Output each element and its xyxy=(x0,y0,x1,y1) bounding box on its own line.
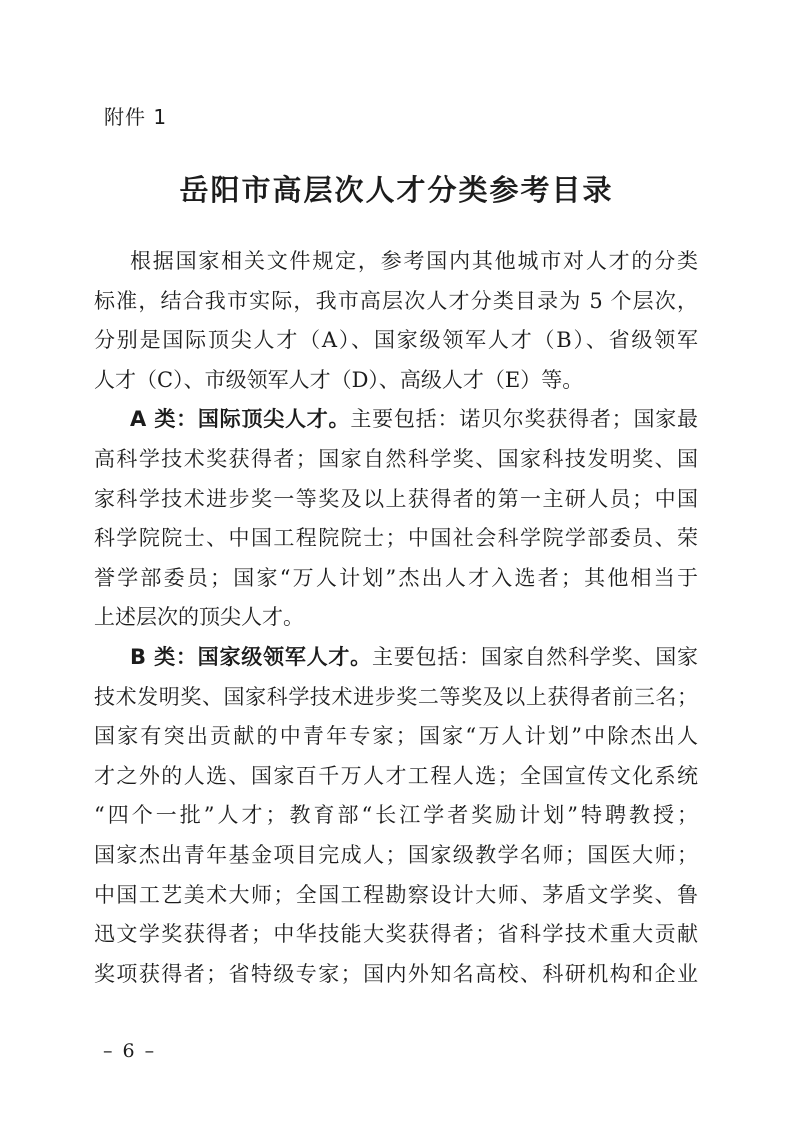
bold-heading-segment: B 类：国家级领军人才。 xyxy=(130,644,372,669)
body-line xyxy=(94,678,698,718)
body-line xyxy=(94,598,698,638)
text-segment: 誉学部委员；国家“万人计划”杰出人才入选者；其他相当于 xyxy=(94,565,698,590)
body-line xyxy=(94,242,698,282)
body-line xyxy=(94,717,698,757)
body-line xyxy=(94,757,698,797)
text-segment: 国家杰出青年基金项目完成人；国家级教学名师；国医大师； xyxy=(94,842,698,867)
text-segment: 中国工艺美术大师；全国工程勘察设计大师、茅盾文学奖、鲁 xyxy=(94,882,698,907)
text-segment: 家科学技术进步奖一等奖及以上获得者的第一主研人员；中国 xyxy=(94,486,698,511)
text-segment: 根据国家相关文件规定，参考国内其他城市对人才的分类 xyxy=(130,249,698,273)
text-segment: 上述层次的顶尖人才。 xyxy=(94,605,304,630)
text-segment: 标准，结合我市实际，我市高层次人才分类目录为 5 个层次， xyxy=(94,288,698,313)
text-segment: 技术发明奖、国家科学技术进步奖二等奖及以上获得者前三名； xyxy=(94,684,698,709)
attachment-label: 附件 1 xyxy=(104,105,168,129)
body-line xyxy=(94,519,698,559)
body-line xyxy=(94,955,698,995)
text-segment: “四个一批”人才；教育部“长江学者奖励计划”特聘教授； xyxy=(94,803,698,828)
body-line xyxy=(94,440,698,480)
body-line xyxy=(94,836,698,876)
body-line xyxy=(94,361,698,401)
body-line xyxy=(94,638,698,678)
text-segment: 主要包括：国家自然科学奖、国家 xyxy=(371,644,698,669)
text-segment: 科学院院士、中国工程院院士；中国社会科学院学部委员、荣 xyxy=(94,526,698,551)
document-body xyxy=(94,242,698,994)
body-line xyxy=(94,400,698,440)
bold-heading-segment: A 类：国际顶尖人才。 xyxy=(130,407,351,432)
body-line xyxy=(94,321,698,361)
body-line xyxy=(94,876,698,916)
body-line xyxy=(94,282,698,322)
text-segment: 分别是国际顶尖人才（A）、国家级领军人才（B）、省级领军 xyxy=(94,328,698,353)
page-number: – 6 – xyxy=(103,1040,157,1062)
text-segment: 高科学技术奖获得者；国家自然科学奖、国家科技发明奖、国 xyxy=(94,446,698,471)
body-line xyxy=(94,480,698,520)
body-line xyxy=(94,915,698,955)
text-segment: 奖项获得者；省特级专家；国内外知名高校、科研机构和企业 xyxy=(94,961,698,986)
page-title: 岳阳市高层次人才分类参考目录 xyxy=(179,173,614,207)
text-segment: 国家有突出贡献的中青年专家；国家“万人计划”中除杰出人 xyxy=(94,724,698,749)
body-line xyxy=(94,796,698,836)
text-segment: 才之外的人选、国家百千万人才工程人选；全国宣传文化系统 xyxy=(94,763,698,788)
text-segment: 主要包括：诺贝尔奖获得者；国家最 xyxy=(350,407,698,432)
text-segment: 迅文学奖获得者；中华技能大奖获得者；省科学技术重大贡献 xyxy=(94,922,698,947)
text-segment: 人才（C）、市级领军人才（D）、高级人才（E）等。 xyxy=(94,367,584,392)
body-line xyxy=(94,559,698,599)
